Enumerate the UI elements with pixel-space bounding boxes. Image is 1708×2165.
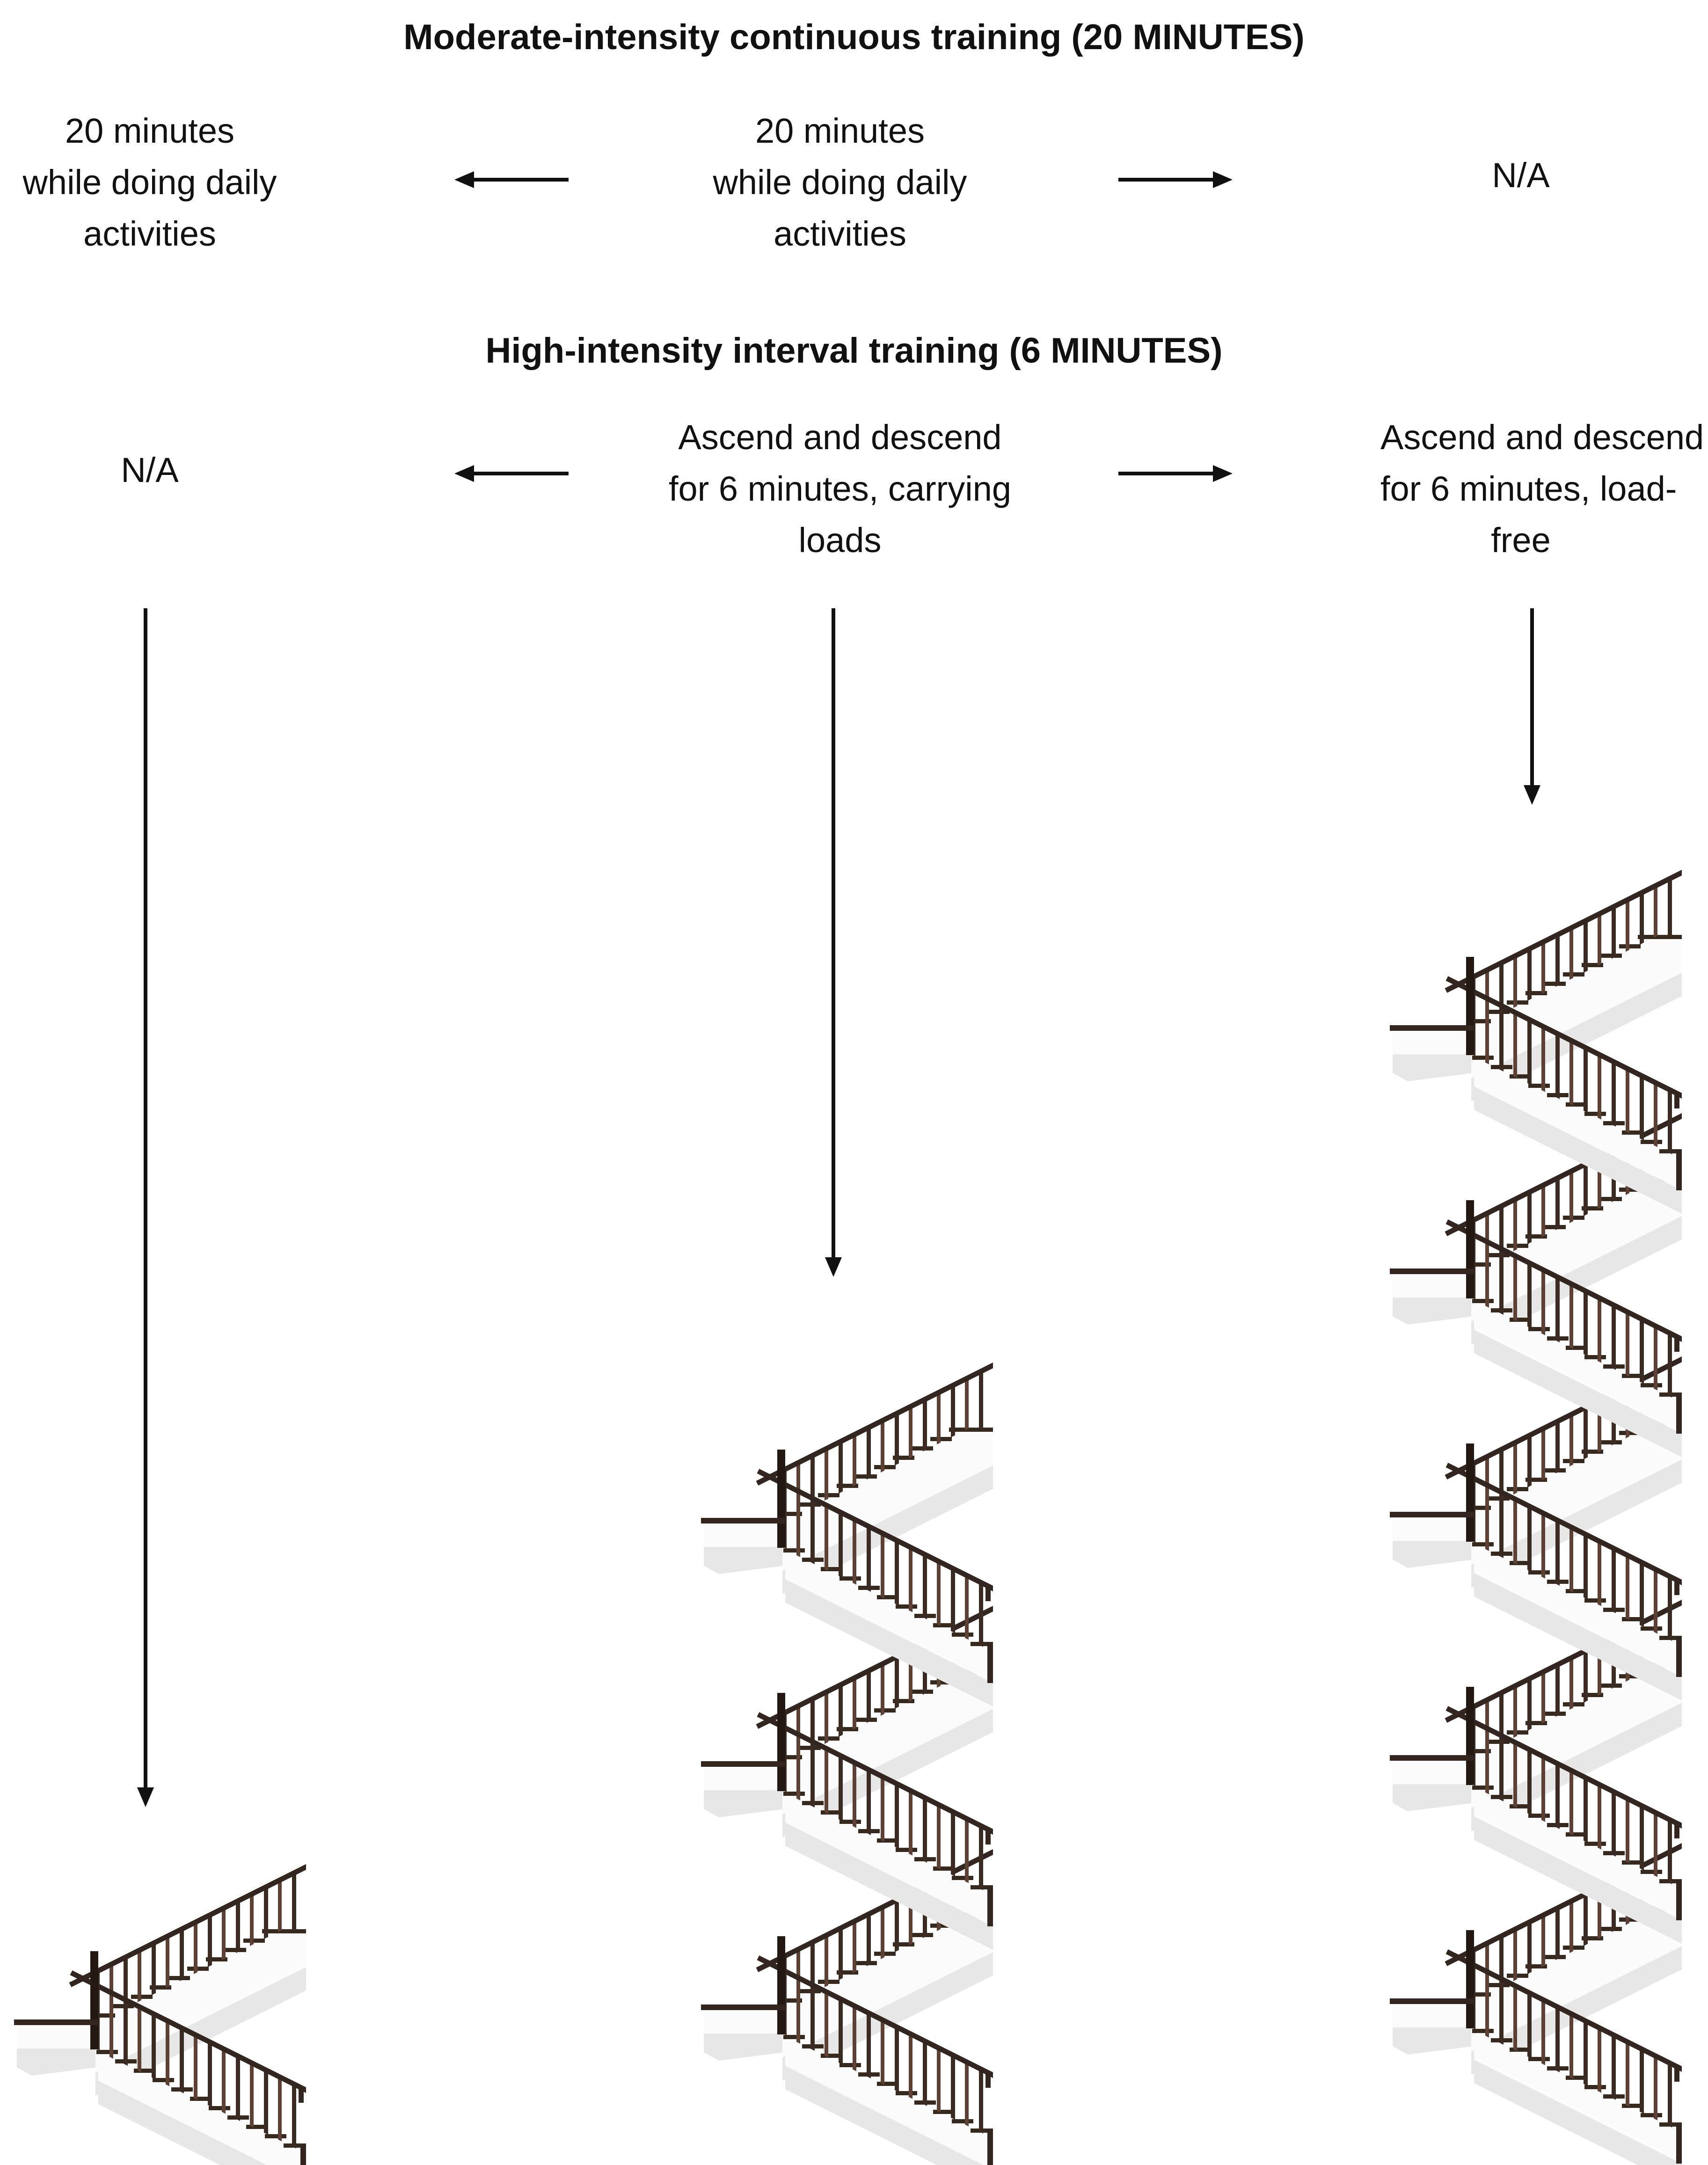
down-arrow-icon [1518,608,1546,807]
hiit-right-line-3: free [1491,521,1551,560]
mict-center-line-1: 20 minutes [755,111,925,150]
staircase-flight [14,1866,306,2165]
right-arrow-icon [1118,166,1235,194]
mict-left-line-1: 20 minutes [65,111,234,150]
left-arrow-icon [452,459,569,488]
hiit-center-cell [629,412,1051,566]
hiit-left-line-1: N/A [121,451,179,489]
mict-left-line-3: activities [83,214,216,253]
mict-center-line-2: while doing daily [713,163,967,202]
mict-left-line-2: while doing daily [22,163,277,202]
right-arrow-icon [1118,459,1235,488]
mict-right-cell [1380,150,1661,201]
hiit-section-title: High-intensity interval training (6 MINUTES) [485,331,1223,371]
staircase-illustration-right [1382,831,1682,2165]
hiit-left-cell [9,445,290,496]
mict-left-cell [0,105,314,260]
hiit-center-line-3: loads [798,521,882,560]
mict-section-title: Moderate-intensity continuous training (20 MINUTES) [403,17,1305,57]
mict-center-cell [629,105,1051,260]
staircase-flight [1390,872,1682,1214]
mict-right-line-1: N/A [1492,156,1550,195]
hiit-right-cell [1380,412,1704,566]
hiit-right-line-1: Ascend and descend [1380,418,1704,457]
staircase-illustration-left [7,1826,306,2165]
hiit-center-line-2: for 6 minutes, carrying [668,469,1012,508]
mict-center-line-3: activities [774,214,906,253]
hiit-center-line-1: Ascend and descend [678,418,1002,457]
staircase-flight [701,1364,993,1706]
down-arrow-icon [819,608,847,1279]
down-arrow-icon [131,608,160,1809]
hiit-right-line-2: for 6 minutes, load- [1380,469,1677,508]
staircase-illustration-center [693,1324,993,2165]
left-arrow-icon [452,166,569,194]
